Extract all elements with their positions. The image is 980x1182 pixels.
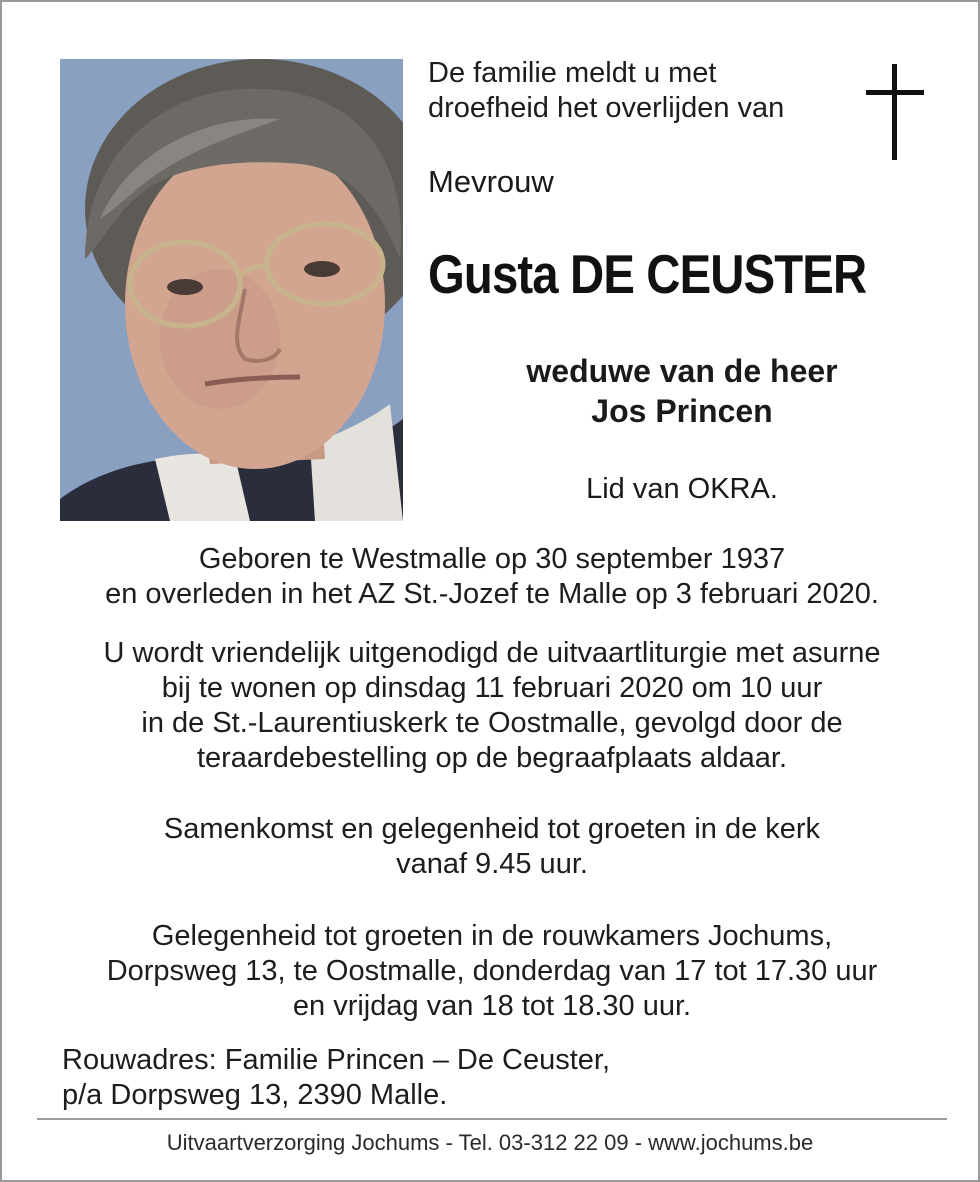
widow-statement	[432, 351, 932, 431]
address-line: p/a Dorpsweg 13, 2390 Malle.	[62, 1079, 448, 1111]
death-line: en overleden in het AZ St.-Jozef te Malle op 3 februari 2020.	[105, 578, 879, 610]
portrait-illustration	[60, 59, 403, 521]
intro-line: De familie meldt u met	[428, 57, 717, 89]
address-line: Rouwadres: Familie Princen – De Ceuster,	[62, 1044, 611, 1076]
visitation-info	[32, 919, 952, 1024]
intro-line: droefheid het overlijden van	[428, 92, 785, 124]
deceased-name: Gusta DE CEUSTER	[428, 243, 867, 305]
invitation-line: bij te wonen op dinsdag 11 februari 2020 om 10 uur	[161, 672, 823, 704]
mourning-address	[62, 1043, 610, 1113]
birth-line: Geboren te Westmalle op 30 september 1937	[198, 543, 786, 575]
cross-icon	[866, 64, 924, 160]
announcement-intro	[428, 56, 784, 126]
invitation-line: U wordt vriendelijk uitgenodigd de uitvaartliturgie met asurne	[103, 637, 881, 669]
visitation-line: Gelegenheid tot groeten in de rouwkamers Jochums,	[151, 920, 833, 952]
widow-line: Jos Princen	[591, 393, 773, 429]
visitation-line: en vrijdag van 18 tot 18.30 uur.	[292, 990, 692, 1022]
visitation-line: Dorpsweg 13, te Oostmalle, donderdag van 17 tot 17.30 uur	[106, 955, 878, 987]
portrait-photo	[60, 59, 403, 521]
gathering-line: Samenkomst en gelegenheid tot groeten in de kerk	[163, 813, 821, 845]
funeral-invitation	[32, 636, 952, 776]
gathering-info	[32, 812, 952, 882]
gathering-line: vanaf 9.45 uur.	[396, 848, 588, 880]
widow-line: weduwe van de heer	[526, 353, 838, 389]
funeral-home-footer: Uitvaartverzorging Jochums - Tel. 03-312 22 09 - www.jochums.be	[166, 1130, 814, 1155]
invitation-line: in de St.-Laurentiuskerk te Oostmalle, gevolgd door de	[141, 707, 843, 739]
divider	[37, 1118, 947, 1120]
birth-death-info	[32, 542, 952, 612]
invitation-line: teraardebestelling op de begraafplaats aldaar.	[196, 742, 788, 774]
membership: Lid van OKRA.	[586, 473, 778, 505]
honorific: Mevrouw	[428, 164, 554, 199]
